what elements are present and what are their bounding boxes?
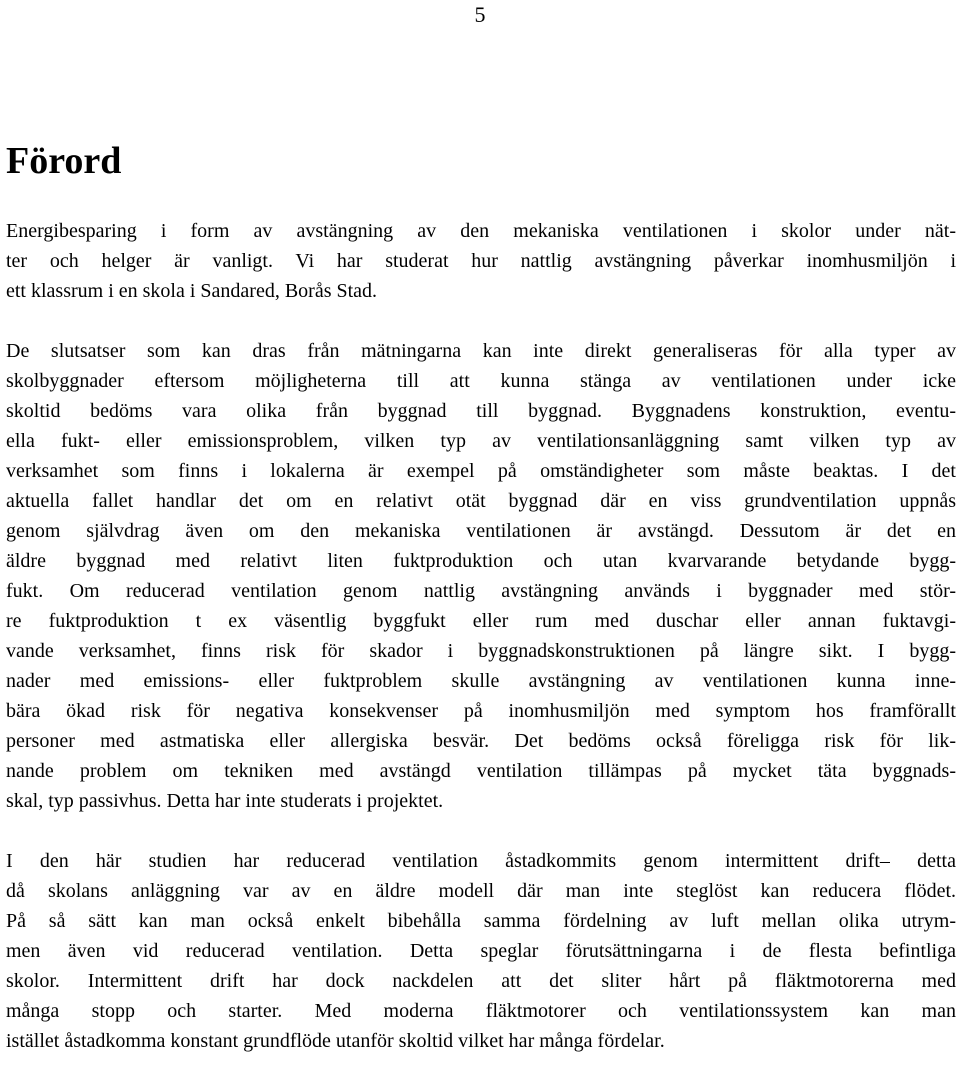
text-line: De slutsatser som kan dras från mätningarna kan inte direkt generaliseras för alla typer av (6, 340, 956, 362)
text-line: genom självdrag även om den mekaniska ventilationen är avstängd. Dessutom är det en (6, 520, 956, 542)
text-line: skoltid bedöms vara olika från byggnad till byggnad. Byggnadens konstruktion, eventu- (6, 400, 956, 422)
page-title: Förord (6, 140, 122, 182)
text-line: skolor. Intermittent drift har dock nackdelen att det sliter hårt på fläktmotorerna med (6, 970, 956, 992)
paragraph-conclusions (6, 336, 956, 816)
body-text (6, 216, 956, 1056)
text-line: Energibesparing i form av avstängning av den mekaniska ventilationen i skolor under nät- (6, 220, 956, 242)
text-line: skolbyggnader eftersom möjligheterna till att kunna stänga av ventilationen under icke (6, 370, 956, 392)
text-line: vande verksamhet, finns risk för skador i byggnadskonstruktionen på längre sikt. I bygg- (6, 640, 956, 662)
text-line: ett klassrum i en skola i Sandared, Borås Stad. (6, 280, 378, 302)
text-line: men även vid reducerad ventilation. Detta speglar förutsättningarna i de flesta befintliga (6, 940, 956, 962)
paragraph-intro (6, 216, 956, 306)
text-line: ter och helger är vanligt. Vi har studerat hur nattlig avstängning påverkar inomhusmiljön i (6, 250, 956, 272)
text-line: verksamhet som finns i lokalerna är exempel på omständigheter som måste beaktas. I det (6, 460, 956, 482)
text-line: istället åstadkomma konstant grundflöde utanför skoltid vilket har många fördelar. (6, 1030, 665, 1052)
text-line: På så sätt kan man också enkelt bibehålla samma fördelning av luft mellan olika utrym- (6, 910, 956, 932)
text-line: re fuktproduktion t ex väsentlig byggfukt eller rum med duschar eller annan fuktavgi- (6, 610, 956, 632)
text-line: I den här studien har reducerad ventilation åstadkommits genom intermittent drift– detta (6, 850, 956, 872)
text-line: äldre byggnad med relativt liten fuktproduktion och utan kvarvarande betydande bygg- (6, 550, 956, 572)
text-line: ella fukt- eller emissionsproblem, vilken typ av ventilationsanläggning samt vilken typ av (6, 430, 956, 452)
text-line: då skolans anläggning var av en äldre modell där man inte steglöst kan reducera flödet. (6, 880, 956, 902)
text-line: nader med emissions- eller fuktproblem skulle avstängning av ventilationen kunna inne- (6, 670, 956, 692)
paragraph-method (6, 846, 956, 1056)
text-line: nande problem om tekniken med avstängd ventilation tillämpas på mycket täta byggnads- (6, 760, 956, 782)
text-line: aktuella fallet handlar det om en relativt otät byggnad där en viss grundventilation uppnås (6, 490, 956, 512)
text-line: bära ökad risk för negativa konsekvenser på inomhusmiljön med symptom hos framförallt (6, 700, 956, 722)
text-line: personer med astmatiska eller allergiska besvär. Det bedöms också föreligga risk för lik- (6, 730, 956, 752)
text-line: många stopp och starter. Med moderna fläktmotorer och ventilationssystem kan man (6, 1000, 956, 1022)
text-line: fukt. Om reducerad ventilation genom nattlig avstängning används i byggnader med stör- (6, 580, 956, 602)
text-line: skal, typ passivhus. Detta har inte studerats i projektet. (6, 790, 444, 812)
page-number: 5 (474, 2, 486, 27)
